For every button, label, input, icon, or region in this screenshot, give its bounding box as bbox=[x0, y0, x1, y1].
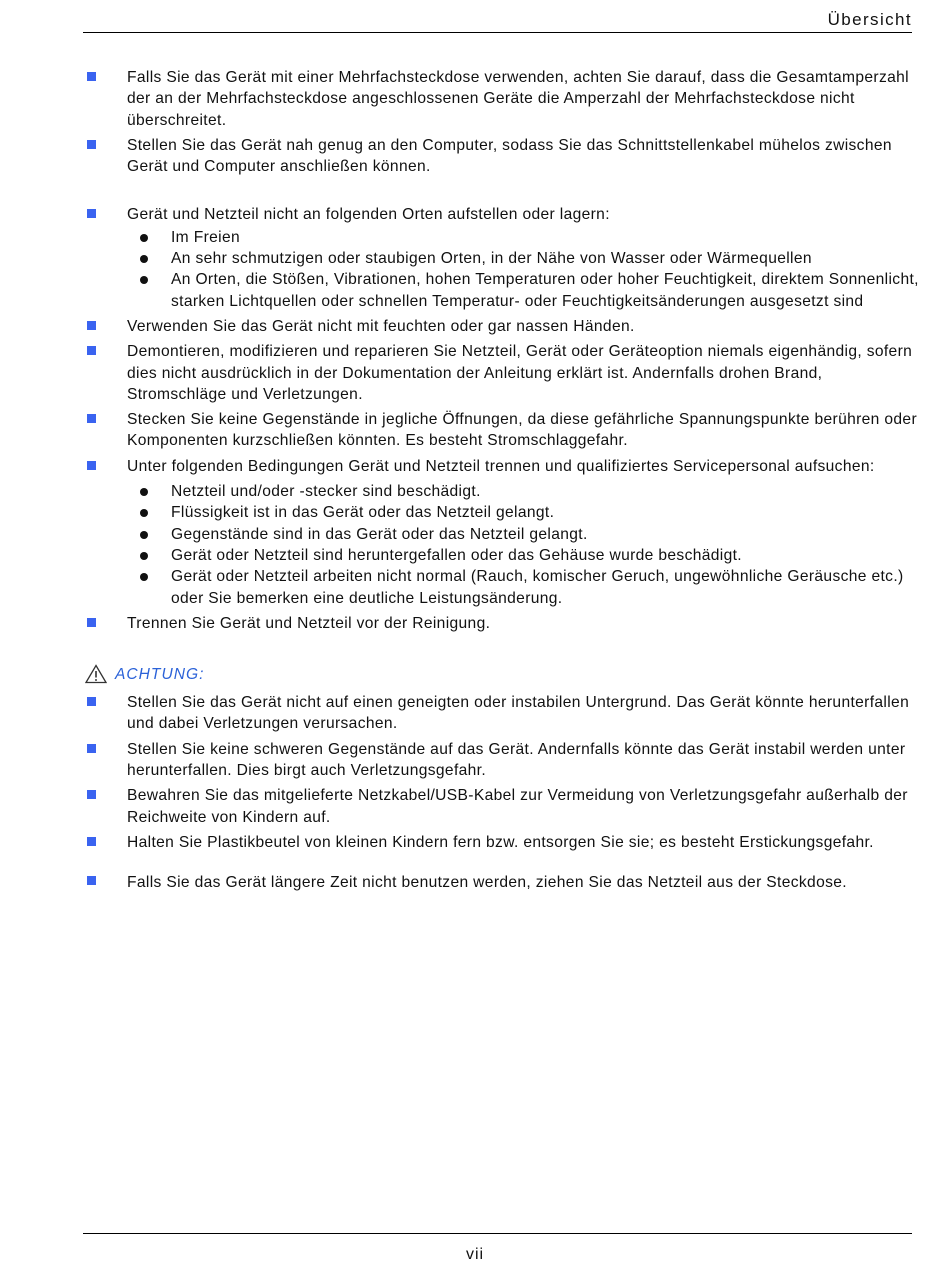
list-item-text: Bewahren Sie das mitgelieferte Netzkabel/USB-Kabel zur Vermeidung von Verletzungsgefahr außerhalb der Reichweite von Kindern auf. bbox=[127, 787, 908, 826]
list-item-text: Stellen Sie keine schweren Gegenstände auf das Gerät. Andernfalls könnte das Gerät instabil werden unter herunterfallen. Dies birgt auch Verletzungsgefahr. bbox=[127, 740, 906, 780]
square-bullet-icon bbox=[87, 697, 96, 706]
list-item-text: Gerät und Netzteil nicht an folgenden Orten aufstellen oder lagern: bbox=[127, 206, 610, 224]
list-item-text: Stecken Sie keine Gegenstände in jegliche Öffnungen, da diese gefährliche Spannungspunkte berühren oder Komponenten kurzschließen könnten. Es besteht Stromschlaggefahr. bbox=[127, 411, 918, 450]
square-bullet-icon bbox=[87, 72, 96, 81]
sub-list-item-text: Flüssigkeit ist in das Gerät oder das Netzteil gelangt. bbox=[171, 504, 555, 522]
square-bullet-icon bbox=[87, 744, 96, 753]
sub-list-item bbox=[127, 481, 923, 502]
square-bullet-icon bbox=[87, 414, 96, 423]
warning-heading bbox=[85, 664, 923, 686]
sub-list-item-text: Im Freien bbox=[171, 228, 241, 246]
document-body bbox=[83, 67, 923, 903]
sub-list-item-text: Gerät oder Netzteil sind heruntergefallen oder das Gehäuse wurde beschädigt. bbox=[171, 546, 742, 564]
square-bullet-icon bbox=[87, 790, 96, 799]
square-bullet-icon bbox=[87, 837, 96, 846]
list-item-service bbox=[83, 456, 923, 609]
list-item-text: Trennen Sie Gerät und Netzteil vor der Reinigung. bbox=[127, 614, 491, 632]
square-bullet-icon bbox=[87, 461, 96, 470]
round-bullet-icon bbox=[140, 234, 148, 242]
round-bullet-icon bbox=[140, 552, 148, 560]
sub-list-item-text: Netzteil und/oder -stecker sind beschädigt. bbox=[171, 483, 481, 501]
sub-list-item bbox=[127, 502, 923, 523]
square-bullet-icon bbox=[87, 140, 96, 149]
list-item bbox=[83, 867, 923, 899]
list-item-text: Demontieren, modifizieren und reparieren Sie Netzteil, Gerät oder Geräteoption niemals eigenhändig, sofern dies nicht ausdrücklich in der Dokumentation der Anleitung erklärt ist. Andernfalls drohen Brand, Stromschläge und Verletzungen. bbox=[127, 343, 913, 403]
page-header-title: Übersicht bbox=[827, 10, 912, 29]
list-item bbox=[83, 739, 923, 782]
list-item-text: Falls Sie das Gerät mit einer Mehrfachsteckdose verwenden, achten Sie darauf, dass die Gesamtamperzahl der an der Mehrfachsteckdose angeschlossenen Geräte die Amperzahl der Mehrfachsteckdose nicht überschreitet. bbox=[127, 69, 909, 129]
list-item bbox=[83, 409, 923, 452]
list-item-locations bbox=[83, 204, 923, 311]
square-bullet-icon bbox=[87, 346, 96, 355]
square-bullet-icon bbox=[87, 209, 96, 218]
list-item-text: Verwenden Sie das Gerät nicht mit feuchten oder gar nassen Händen. bbox=[127, 317, 635, 335]
sub-list-item bbox=[127, 545, 923, 566]
round-bullet-icon bbox=[140, 276, 148, 284]
warning-label: ACHTUNG: bbox=[115, 666, 205, 684]
round-bullet-icon bbox=[140, 531, 148, 539]
round-bullet-icon bbox=[140, 573, 148, 581]
round-bullet-icon bbox=[140, 509, 148, 517]
sub-list-item bbox=[127, 248, 923, 269]
sub-list-item-text: An Orten, die Stößen, Vibrationen, hohen Temperaturen oder hoher Feuchtigkeit, direktem Sonnenlicht, starken Lichtquellen oder schnellen Temperatur- oder Feuchtigkeitsänderungen ausgesetzt sind bbox=[171, 271, 919, 310]
square-bullet-icon bbox=[87, 321, 96, 330]
sub-list-item bbox=[127, 524, 923, 545]
list-item-text: Halten Sie Plastikbeutel von kleinen Kindern fern bzw. entsorgen Sie sie; es besteht Erstickungsgefahr. bbox=[127, 833, 874, 851]
round-bullet-icon bbox=[140, 255, 148, 263]
square-bullet-icon bbox=[87, 876, 96, 885]
list-item bbox=[83, 341, 923, 405]
sub-list-item bbox=[127, 227, 923, 248]
list-item-text: Stellen Sie das Gerät nah genug an den Computer, sodass Sie das Schnittstellenkabel mühelos zwischen Gerät und Computer anschließen können. bbox=[127, 136, 892, 176]
footer-rule bbox=[83, 1233, 912, 1234]
list-item-text: Stellen Sie das Gerät nicht auf einen geneigten oder instabilen Untergrund. Das Gerät könnte herunterfallen und dabei Verletzungen verursachen. bbox=[127, 694, 910, 733]
page-number: vii bbox=[465, 1246, 485, 1263]
header-rule bbox=[83, 32, 912, 33]
warning-triangle-icon bbox=[85, 664, 107, 684]
list-item bbox=[83, 785, 923, 828]
sub-list bbox=[127, 227, 923, 312]
list-item-text: Falls Sie das Gerät längere Zeit nicht benutzen werden, ziehen Sie das Netzteil aus der Steckdose. bbox=[127, 874, 847, 892]
sub-list-item-text: Gerät oder Netzteil arbeiten nicht normal (Rauch, komischer Geruch, ungewöhnliche Geräusche etc.) oder Sie bemerken eine deutliche Leistungsänderung. bbox=[171, 568, 904, 607]
sub-list-item-text: An sehr schmutzigen oder staubigen Orten, in der Nähe von Wasser oder Wärmequellen bbox=[171, 250, 812, 268]
round-bullet-icon bbox=[140, 488, 148, 496]
list-item bbox=[83, 613, 923, 634]
sub-list-item-text: Gegenstände sind in das Gerät oder das Netzteil gelangt. bbox=[171, 525, 588, 543]
list-item bbox=[83, 135, 923, 178]
sub-list bbox=[127, 481, 923, 609]
list-item bbox=[83, 67, 923, 131]
square-bullet-icon bbox=[87, 618, 96, 627]
sub-list-item bbox=[127, 269, 923, 312]
list-item bbox=[83, 316, 923, 337]
sub-list-item bbox=[127, 566, 923, 609]
list-item bbox=[83, 692, 923, 735]
list-item-text: Unter folgenden Bedingungen Gerät und Netzteil trennen und qualifiziertes Servicepersonal aufsuchen: bbox=[127, 457, 875, 475]
list-item bbox=[83, 832, 923, 853]
